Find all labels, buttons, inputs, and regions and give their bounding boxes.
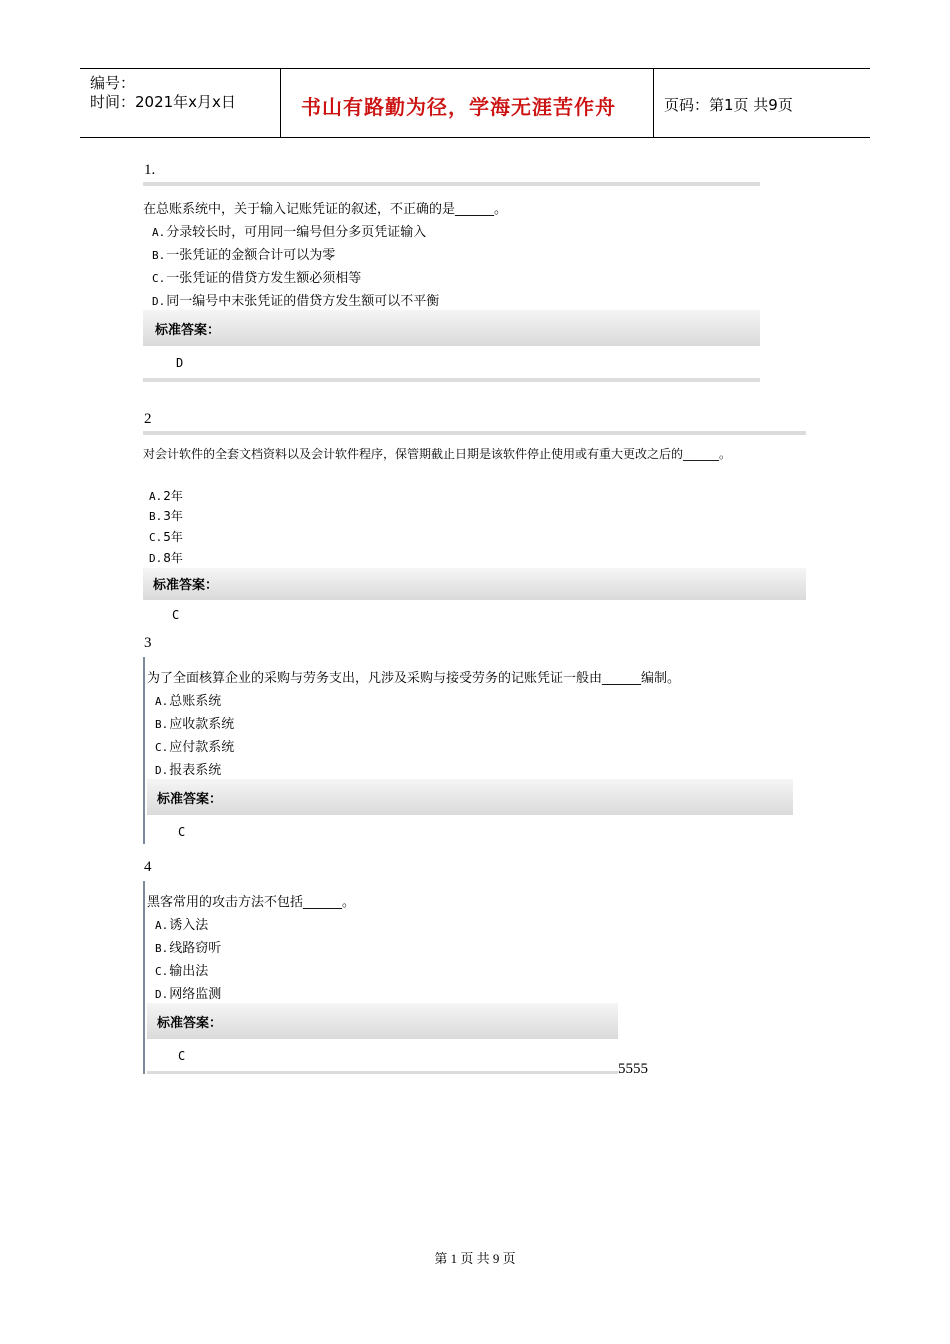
header-page-number: 页码：第1页 共9页 [664,96,793,114]
answer-value: C [178,1049,186,1063]
answer-header-bar [147,779,793,815]
question-number: 3 [144,635,152,651]
answer-value: D [176,356,184,370]
question-text: 为了全面核算企业的采购与劳务支出，凡涉及采购与接受劳务的记账凭证一般由______编制。 [147,671,681,686]
question-text: 对会计软件的全套文档资料以及会计软件程序，保管期截止日期是该软件停止使用或有重大更改之后的______。 [143,447,732,461]
document-header [80,68,870,138]
question-number: 1. [144,162,156,178]
answer-label: 标准答案： [153,578,219,593]
option-a: A.2年 [149,489,183,503]
option-a: A.分录较长时，可用同一编号但分多页凭证输入 [152,225,427,240]
header-page-cell [654,69,870,137]
option-b: B.应收款系统 [155,717,235,732]
document-number-label: 编号： [90,74,136,92]
header-meta-cell [80,69,281,137]
option-a: A.总账系统 [155,694,222,709]
question-divider [143,182,760,186]
stray-text: 5555 [618,1061,648,1077]
option-b: B.3年 [149,509,183,523]
motto-text: 书山有路勤为径，学海无涯苦作舟 [301,95,616,119]
question-left-border [143,881,145,1074]
answer-label: 标准答案： [157,1016,223,1031]
answer-value: C [172,608,180,622]
option-c: C.一张凭证的借贷方发生额必须相等 [152,271,362,286]
question-number: 2 [144,411,152,427]
answer-header-bar [143,310,760,346]
option-a: A.诱入法 [155,918,209,933]
option-c: C.应付款系统 [155,740,235,755]
question-divider [143,378,760,382]
option-d: D.报表系统 [155,763,222,778]
question-left-border [143,657,145,844]
question-text: 黑客常用的攻击方法不包括______。 [147,895,356,910]
answer-header-bar [147,1003,618,1039]
page-footer: 第 1 页 共 9 页 [434,1251,516,1266]
option-d: D.8年 [149,551,183,565]
answer-value: C [178,825,186,839]
question-divider [147,1071,618,1074]
option-d: D.同一编号中末张凭证的借贷方发生额可以不平衡 [152,294,440,309]
answer-label: 标准答案： [155,323,221,338]
answer-header-bar [143,568,806,600]
option-b: B.线路窃听 [155,941,222,956]
option-c: C.5年 [149,530,183,544]
answer-label: 标准答案： [157,792,223,807]
option-d: D.网络监测 [155,987,222,1002]
option-b: B.一张凭证的金额合计可以为零 [152,248,336,263]
question-text: 在总账系统中，关于输入记账凭证的叙述，不正确的是______。 [143,202,508,217]
document-date-label: 时间：2021年x月x日 [90,93,236,111]
question-number: 4 [144,859,152,875]
question-divider [143,431,806,435]
option-c: C.输出法 [155,964,209,979]
header-motto-cell [281,69,654,137]
